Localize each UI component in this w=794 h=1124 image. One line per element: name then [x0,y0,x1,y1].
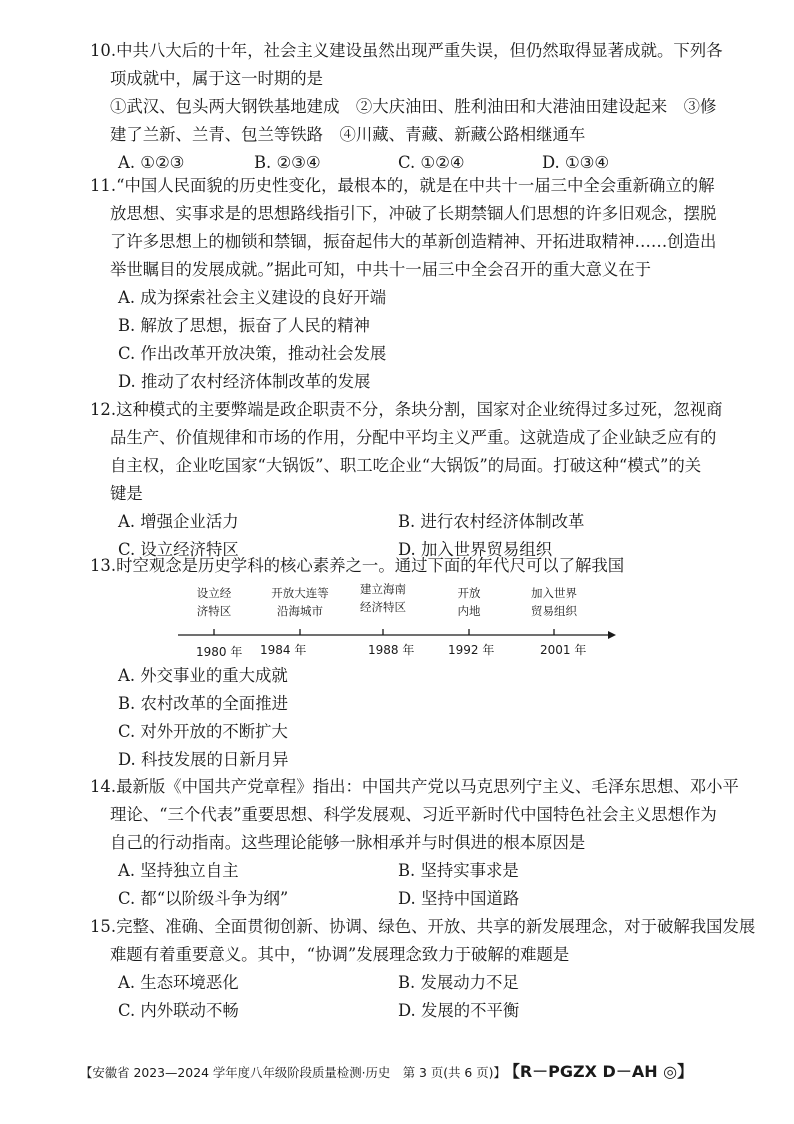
option-b[interactable]: B. ②③④ [254,153,321,172]
question-stem-line: 键是 [110,484,143,503]
option-d[interactable]: D. 发展的不平衡 [398,1001,520,1020]
question-stem-line: 难题有着重要意义。其中，“协调”发展理念致力于破解的难题是 [110,945,570,964]
option-c[interactable]: C. 对外开放的不断扩大 [118,722,288,741]
options-row [90,969,710,997]
option-d[interactable]: D. 推动了农村经济体制改革的发展 [118,372,371,391]
question-stem-line: 15.完整、准确、全面贯彻创新、协调、绿色、开放、共享的新发展理念，对于破解我国发展 [90,917,756,936]
timeline-event-1992: 开放 内地 [457,586,481,618]
question-stem-line: 12.这种模式的主要弊端是政企职责不分，条块分割，国家对企业统得过多过死，忽视商 [90,400,723,419]
timeline-year: 1980 年 [196,645,243,659]
question-number: 12. [90,400,117,419]
timeline-event-1988: 建立海南 经济特区 [360,582,406,614]
options-row [90,885,710,913]
page-footer [80,1060,720,1085]
timeline-year: 1988 年 [368,643,415,657]
question-stem-line: 14.最新版《中国共产党章程》指出：中国共产党以马克思列宁主义、毛泽东思想、邓小平 [90,777,739,796]
option-d[interactable]: D. ①③④ [542,153,610,172]
option-d[interactable]: D. 加入世界贸易组织 [398,540,553,559]
question-number: 11. [90,176,117,195]
option-a[interactable]: A. 坚持独立自主 [118,861,239,880]
options-row [90,997,710,1025]
question-number: 13. [90,556,117,575]
options-row [90,508,710,536]
timeline-year: 2001 年 [540,643,587,657]
timeline-chart [90,584,710,660]
option-a[interactable]: A. 外交事业的重大成就 [118,666,288,685]
option-a[interactable]: A. 成为探索社会主义建设的良好开端 [118,288,387,307]
question-13 [90,552,710,580]
option-c[interactable]: C. 都“以阶级斗争为纲” [118,889,289,908]
question-stem-line: 10.中共八大后的十年，社会主义建设虽然出现严重失误，但仍然取得显著成就。下列各 [90,41,723,60]
option-b[interactable]: B. 解放了思想，振奋了人民的精神 [118,316,370,335]
question-10 [90,37,723,177]
question-stem-line: ①武汉、包头两大钢铁基地建成 ②大庆油田、胜利油田和大港油田建设起来 ③修 [110,97,717,116]
option-b[interactable]: B. 发展动力不足 [398,973,519,992]
question-stem-line: 了许多思想上的枷锁和禁锢，振奋起伟大的革新创造精神、开拓进取精神……创造出 [110,232,717,251]
question-15 [90,913,756,1025]
footer-text: 【安徽省 2023—2024 学年度八年级阶段质量检测·历史 第 3 页(共 6 页)】 [80,1065,506,1080]
question-13-options [90,662,710,774]
option-c[interactable]: C. 内外联动不畅 [118,1001,239,1020]
question-stem-line: 理论、“三个代表”重要思想、科学发展观、习近平新时代中国特色社会主义思想作为 [110,805,717,824]
option-d[interactable]: D. 坚持中国道路 [398,889,520,908]
timeline-year: 1984 年 [260,643,307,657]
question-stem-line: 项成就中，属于这一时期的是 [110,69,324,88]
question-11 [90,172,717,396]
question-14 [90,773,739,913]
timeline-event-1980: 设立经 济特区 [196,586,232,618]
question-number: 14. [90,777,117,796]
option-b[interactable]: B. 农村改革的全面推进 [118,694,288,713]
question-stem-line: 建了兰新、兰青、包兰等铁路 ④川藏、青藏、新藏公路相继通车 [110,125,586,144]
option-c[interactable]: C. 设立经济特区 [118,540,239,559]
option-c[interactable]: C. 作出改革开放决策，推动社会发展 [118,344,387,363]
option-a[interactable]: A. ①②③ [118,153,185,172]
question-number: 10. [90,41,117,60]
question-stem-line: 品生产、价值规律和市场的作用，分配中平均主义严重。这就造成了企业缺乏应有的 [110,428,717,447]
question-stem-line: 自己的行动指南。这些理论能够一脉相承并与时俱进的根本原因是 [110,833,586,852]
question-number: 15. [90,917,117,936]
question-stem-line: 11.“中国人民面貌的历史性变化，最根本的，就是在中共十一届三中全会重新确立的解 [90,176,715,195]
footer-code: 【R－PGZX D－AH ◎】 [511,1062,694,1081]
timeline-event-1984: 开放大连等 沿海城市 [271,586,329,618]
question-stem-line: 举世瞩目的发展成就。”据此可知，中共十一届三中全会召开的重大意义在于 [110,260,652,279]
options-row [90,857,710,885]
timeline-event-2001: 加入世界 贸易组织 [531,586,577,618]
question-stem-line: 自主权，企业吃国家“大锅饭”、职工吃企业“大锅饭”的局面。打破这种“模式”的关 [110,456,702,475]
question-12 [90,396,723,564]
option-b[interactable]: B. 坚持实事求是 [398,861,519,880]
timeline-year: 1992 年 [448,643,495,657]
option-c[interactable]: C. ①②④ [398,153,465,172]
option-b[interactable]: B. 进行农村经济体制改革 [398,512,585,531]
option-a[interactable]: A. 生态环境恶化 [118,973,239,992]
option-d[interactable]: D. 科技发展的日新月异 [118,750,289,769]
option-a[interactable]: A. 增强企业活力 [118,512,239,531]
question-stem-line: 13.时空观念是历史学科的核心素养之一。通过下面的年代尺可以了解我国 [90,556,625,575]
question-stem-line: 放思想、实事求是的思想路线指引下，冲破了长期禁锢人们思想的许多旧观念，摆脱 [110,204,717,223]
